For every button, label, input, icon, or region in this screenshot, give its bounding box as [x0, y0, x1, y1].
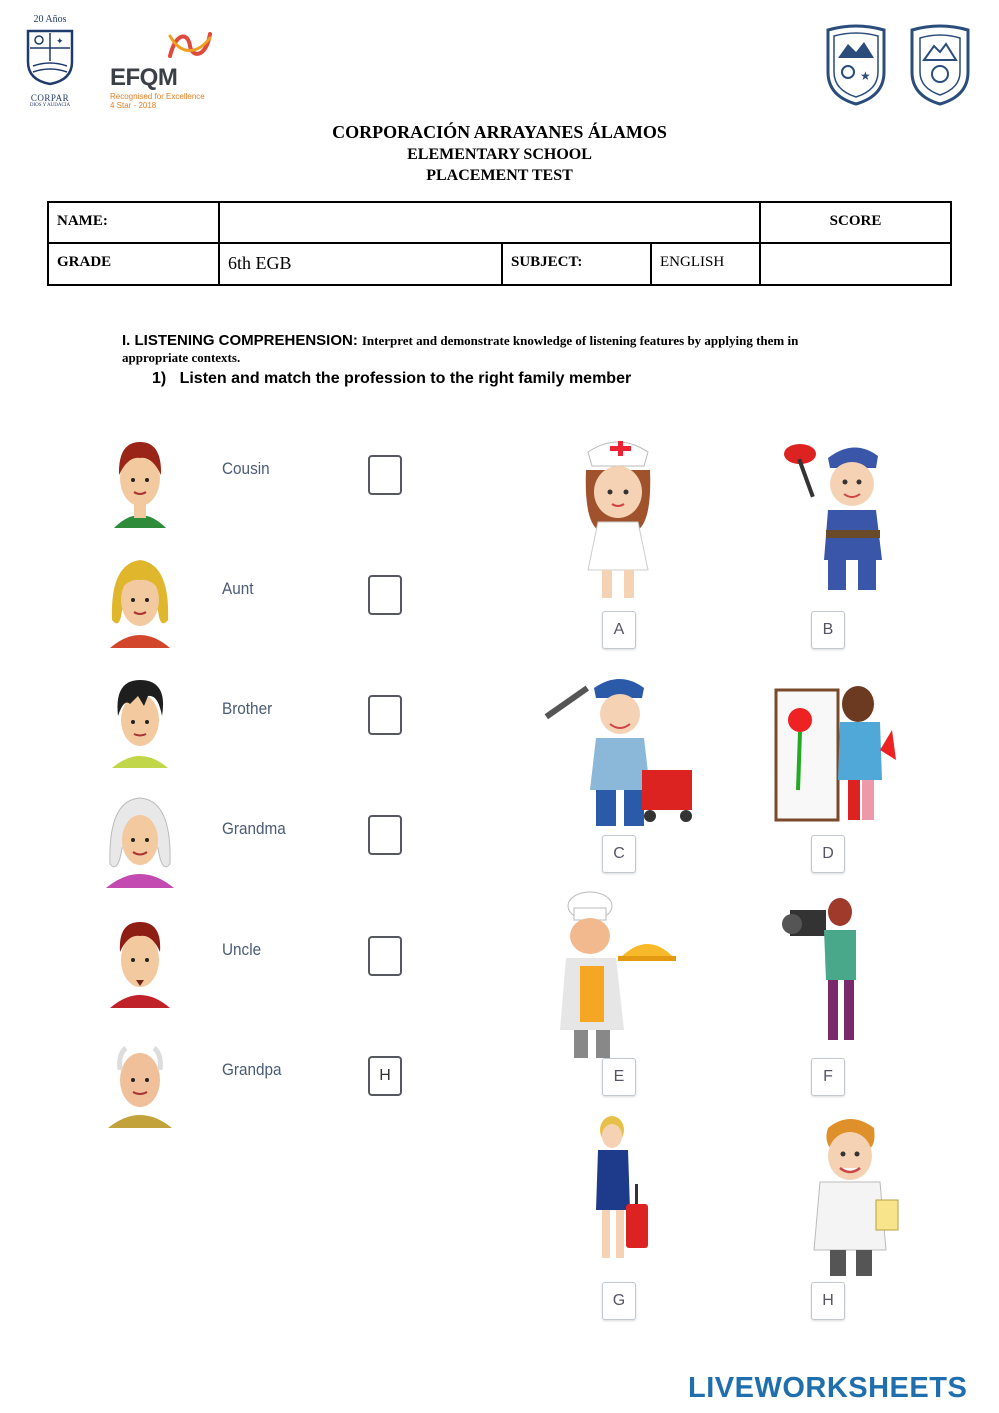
liveworksheets-brand-text: LIVEWORKSHEETS — [688, 1372, 968, 1404]
efqm-recognised: Recognised for Excellence — [110, 92, 205, 101]
instruction-text: Listen and match the profession to the right family member — [179, 370, 632, 387]
grade-label: GRADE — [49, 244, 220, 284]
svg-text:★: ★ — [860, 69, 871, 83]
institution-title: CORPORACIÓN ARRAYANES ÁLAMOS — [332, 122, 667, 142]
profession-letter-tile[interactable]: C — [602, 835, 636, 873]
answer-box[interactable]: H — [368, 1056, 402, 1096]
grade-value: 6th EGB — [220, 244, 503, 284]
score-label: SCORE — [761, 203, 950, 244]
flight-attendant-icon — [596, 1116, 648, 1258]
corpar-shield-icon — [25, 28, 75, 86]
exercise-instruction — [152, 370, 631, 388]
instruction-number: 1) — [152, 370, 167, 387]
svg-text:✦: ✦ — [56, 36, 64, 46]
subject-label: SUBJECT: — [503, 244, 652, 284]
name-label: NAME: — [49, 203, 220, 244]
corpar-years: 20 Años — [33, 14, 67, 25]
grandma-avatar — [106, 798, 174, 888]
profession-letter-tile[interactable]: A — [602, 611, 636, 649]
family-label: Cousin — [222, 459, 270, 478]
test-title: PLACEMENT TEST — [426, 167, 573, 184]
profession-letter-tile[interactable]: F — [811, 1058, 845, 1096]
profession-letter-tile[interactable]: G — [602, 1282, 636, 1320]
family-label: Brother — [222, 699, 273, 718]
profession-letter-tile[interactable]: H — [811, 1282, 845, 1320]
family-label: Aunt — [222, 579, 254, 598]
answer-box[interactable] — [368, 455, 402, 495]
section-title: I. LISTENING COMPREHENSION: — [122, 332, 358, 349]
school-title: ELEMENTARY SCHOOL — [407, 146, 592, 163]
grandpa-avatar — [108, 1048, 172, 1128]
corpar-name: CORPAR — [30, 93, 70, 103]
profession-letter-tile[interactable]: D — [811, 835, 845, 873]
section-heading — [122, 332, 862, 366]
corpar-logo — [20, 14, 80, 108]
doctor-icon — [814, 1119, 898, 1276]
cousin-avatar — [114, 442, 166, 528]
answer-box[interactable] — [368, 936, 402, 976]
family-avatars — [100, 430, 180, 1140]
family-label: Grandpa — [222, 1060, 282, 1079]
answer-box[interactable] — [368, 815, 402, 855]
painter-icon — [776, 686, 896, 820]
cameraman-icon — [782, 898, 856, 1040]
efqm-ribbon-icon — [166, 28, 216, 62]
section-description: Interpret and demonstrate knowledge of listening features by applying them in appropriate contexts. — [122, 333, 799, 365]
window-cleaner-icon — [545, 679, 692, 826]
uncle-avatar — [110, 922, 170, 1008]
brother-avatar — [112, 680, 168, 768]
answer-box[interactable] — [368, 575, 402, 615]
efqm-logo — [110, 28, 230, 110]
school-crest-icon — [824, 22, 888, 106]
profession-illustrations — [540, 430, 940, 1280]
student-info-table — [47, 201, 952, 286]
answer-box[interactable] — [368, 695, 402, 735]
efqm-star: 4 Star - 2018 — [110, 101, 157, 110]
school-seal-icon — [908, 22, 972, 106]
subject-value: ENGLISH — [652, 244, 761, 284]
name-field[interactable] — [220, 203, 761, 244]
profession-letter-tile[interactable]: E — [602, 1058, 636, 1096]
aunt-avatar — [110, 560, 170, 648]
efqm-name: EFQM — [110, 64, 178, 91]
corpar-motto: DIOS Y AUDACIA — [29, 103, 71, 108]
liveworksheets-brand — [688, 1372, 967, 1405]
nurse-icon — [586, 441, 651, 598]
chef-icon — [560, 892, 676, 1058]
family-label: Uncle — [222, 940, 262, 959]
plumber-icon — [784, 444, 882, 590]
profession-letter-tile[interactable]: B — [811, 611, 845, 649]
family-label: Grandma — [222, 819, 286, 838]
score-field[interactable] — [761, 244, 950, 284]
